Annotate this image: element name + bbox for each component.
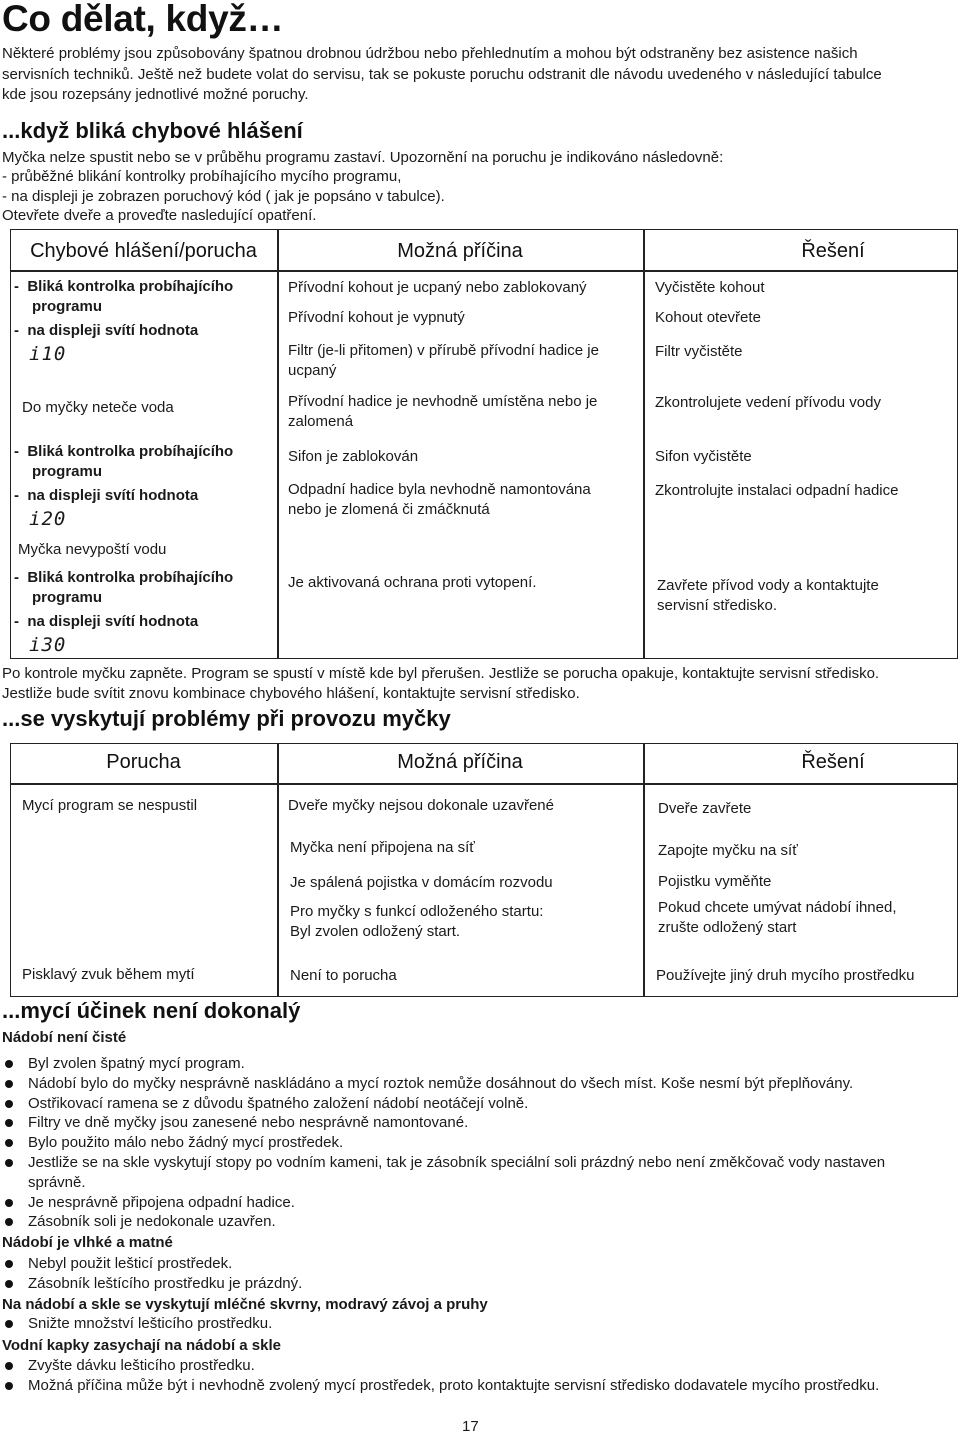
blink-label: Bliká kontrolka probíhajícího <box>27 443 234 460</box>
bullet-icon <box>5 1199 13 1207</box>
solution-item: Pokud chcete umývat nádobí ihned, zrušte odložený start <box>658 899 897 936</box>
section-error-title: ...když bliká chybové hlášení <box>2 118 303 143</box>
list-item: Nebyl použit lešticí prostředek. <box>2 1254 952 1274</box>
cause-item: Přívodní hadice je nevhodně umístěna nebo je zalomená <box>288 393 598 430</box>
list-item: Ostřikovací ramena se z důvodu špatného založení nádobí neotáčejí volně. <box>2 1094 952 1114</box>
cause-item: Je aktivovaná ochrana proti vytopení. <box>288 574 537 591</box>
blink-label: programu <box>32 298 103 315</box>
list-item: Bylo použito málo nebo žádný mycí prostředek. <box>2 1133 952 1153</box>
dash: - <box>14 443 19 460</box>
intro-line: Některé problémy jsou způsobovány špatnou drobnou údržbou nebo přehlednutím a mohou být odstraněny bez asistence našich <box>2 45 858 62</box>
bullet-list <box>2 1254 952 1294</box>
group-heading: Nádobí je vlhké a matné <box>2 1234 173 1251</box>
solution-item: Používejte jiný druh mycího prostředku <box>656 967 915 984</box>
cause-item: Je spálená pojistka v domácím rozvodu <box>290 874 553 891</box>
cause-item: Odpadní hadice byla nevhodně namontována nebo je zlomená či zmáčknutá <box>288 481 591 518</box>
dash: - <box>14 322 19 339</box>
bullet-icon <box>5 1260 13 1268</box>
cause-item: Přívodní kohout je ucpaný nebo zablokovaný <box>288 279 587 296</box>
dash: - <box>14 569 19 586</box>
intro-line: Myčka nelze spustit nebo se v průběhu programu zastaví. Upozornění na poruchu je indikováno následovně: <box>2 149 724 166</box>
display-label: na displeji svítí hodnota <box>27 322 199 339</box>
solution-item: Dveře zavřete <box>658 800 752 817</box>
bullet-icon <box>5 1060 13 1068</box>
dash: - <box>14 487 19 504</box>
error-code: i10 <box>29 343 67 365</box>
bullet-icon <box>5 1100 13 1108</box>
operation-table <box>10 743 958 997</box>
list-item: Možná příčina může být i nevhodně zvolený mycí prostředek, proto kontaktujte servisní středisko dodavatele mycího prostředku. <box>2 1376 952 1396</box>
bullet-list <box>2 1356 952 1396</box>
list-item: Zásobník leštícího prostředku je prázdný. <box>2 1274 952 1294</box>
solution-item: Zkontrolujte instalaci odpadní hadice <box>655 482 899 499</box>
cause-item: Sifon je zablokován <box>288 448 419 465</box>
header-cause: Možná příčina <box>397 240 523 262</box>
table-divider <box>277 743 279 997</box>
table-divider <box>10 270 958 272</box>
problem-item: Pisklavý zvuk během mytí <box>22 966 195 983</box>
group-heading: Nádobí není čisté <box>2 1029 127 1046</box>
header-error: Chybové hlášení/porucha <box>30 240 257 262</box>
bullet-icon <box>5 1159 13 1167</box>
display-label: na displeji svítí hodnota <box>27 487 199 504</box>
cause-item: Přívodní kohout je vypnutý <box>288 309 465 326</box>
solution-item: Sifon vyčistěte <box>655 448 752 465</box>
cause-item: Pro myčky s funkcí odloženého startu: Byl zvolen odložený start. <box>290 903 544 940</box>
cause-item: Filtr (je-li přitomen) v přírubě přívodní hadice je ucpaný <box>288 342 599 379</box>
problem-item: Mycí program se nespustil <box>22 797 198 814</box>
solution-item: Zkontrolujete vedení přívodu vody <box>655 394 881 411</box>
header-problem: Porucha <box>106 751 181 773</box>
display-label: na displeji svítí hodnota <box>27 613 199 630</box>
solution-item: Kohout otevřete <box>655 309 761 326</box>
after-check-note <box>2 664 952 703</box>
bullet-icon <box>5 1280 13 1288</box>
table-divider <box>643 743 645 997</box>
blink-label: programu <box>32 589 103 606</box>
solution-item: Zapojte myčku na síť <box>658 842 798 859</box>
list-item: Zásobník soli je nedokonale uzavřen. <box>2 1212 952 1232</box>
header-cause: Možná příčina <box>397 751 523 773</box>
solution-item: Vyčistěte kohout <box>655 279 765 296</box>
intro-line: servisních techniků. Ještě než budete volat do servisu, tak se pokuste poruchu odstranit dle návodu uvedeného v následující tabulce <box>2 65 882 83</box>
symptom-no-water: Do myčky neteče voda <box>22 399 174 416</box>
error-group-i30 <box>14 568 274 655</box>
table-divider <box>10 783 958 785</box>
header-solution: Řešení <box>801 240 865 262</box>
note-line: Po kontrole myčku zapněte. Program se spustí v místě kde byl přerušen. Jestliže se porucha opakuje, kontaktujte servisní středisko. <box>2 665 880 682</box>
bullet-icon <box>5 1080 13 1088</box>
section-wash-title: ...mycí účinek není dokonalý <box>2 998 301 1023</box>
blink-label: programu <box>32 463 103 480</box>
section-operation-title: ...se vyskytují problémy při provozu myčky <box>2 706 451 731</box>
list-item: Snižte množství lešticího prostředku. <box>2 1314 952 1334</box>
bullet-list <box>2 1314 952 1334</box>
page-title: Co dělat, když… <box>2 0 284 39</box>
group-heading: Vodní kapky zasychají na nádobí a skle <box>2 1337 281 1354</box>
cause-item: Není to porucha <box>290 967 397 984</box>
bullet-icon <box>5 1218 13 1226</box>
solution-item: Zavřete přívod vody a kontaktujte servisní středisko. <box>657 577 879 614</box>
error-group-i20 <box>14 442 274 529</box>
list-item: Zvyšte dávku lešticího prostředku. <box>2 1356 952 1376</box>
bullet-icon <box>5 1362 13 1370</box>
list-item: Nádobí bylo do myčky nesprávně naskládáno a mycí roztok nemůže dosáhnout do všech míst. Koše nesmí být přeplňovány. <box>2 1074 952 1094</box>
bullet-icon <box>5 1119 13 1127</box>
solution-item: Filtr vyčistěte <box>655 343 743 360</box>
error-group-i10 <box>14 277 274 364</box>
list-item: Filtry ve dně myčky jsou zanesené nebo nesprávně namontované. <box>2 1113 952 1133</box>
intro-line: Otevřete dveře a proveďte nasledující opatření. <box>2 206 317 224</box>
intro-paragraph <box>2 44 952 106</box>
bullet-icon <box>5 1139 13 1147</box>
bullet-icon <box>5 1320 13 1328</box>
symptom-no-drain: Myčka nevypoští vodu <box>18 541 167 558</box>
header-solution: Řešení <box>801 751 865 773</box>
list-item: Je nesprávně připojena odpadní hadice. <box>2 1193 952 1213</box>
dash: - <box>14 613 19 630</box>
table-divider <box>643 229 645 659</box>
error-code: i30 <box>29 634 67 656</box>
solution-item: Pojistku vyměňte <box>658 873 772 890</box>
cause-item: Dveře myčky nejsou dokonale uzavřené <box>288 797 554 814</box>
blink-label: Bliká kontrolka probíhajícího <box>27 278 234 295</box>
page-number: 17 <box>462 1418 479 1435</box>
cause-item: Myčka není připojena na síť <box>290 839 475 856</box>
list-item: Jestliže se na skle vyskytují stopy po vodním kameni, tak je zásobník speciální soli prázdný nebo není změkčovač vody nastaven správně. <box>2 1153 952 1193</box>
intro-line: kde jsou rozepsány jednotlivé možné poruchy. <box>2 86 309 103</box>
intro-line: - průběžné blikání kontrolky probíhajícího mycího programu, <box>2 168 402 186</box>
blink-label: Bliká kontrolka probíhajícího <box>27 569 234 586</box>
bullet-icon <box>5 1382 13 1390</box>
table-divider <box>277 229 279 659</box>
section-error-intro <box>2 148 952 225</box>
bullet-list <box>2 1054 952 1232</box>
dash: - <box>14 278 19 295</box>
list-item: Byl zvolen špatný mycí program. <box>2 1054 952 1074</box>
error-code: i20 <box>29 508 67 530</box>
note-line: Jestliže bude svítit znovu kombinace chybového hlášení, kontaktujte servisní středisko. <box>2 684 580 702</box>
intro-line: - na displeji je zobrazen poruchový kód ( jak je popsáno v tabulce). <box>2 187 445 205</box>
group-heading: Na nádobí a skle se vyskytují mléčné skvrny, modravý závoj a pruhy <box>2 1296 488 1313</box>
